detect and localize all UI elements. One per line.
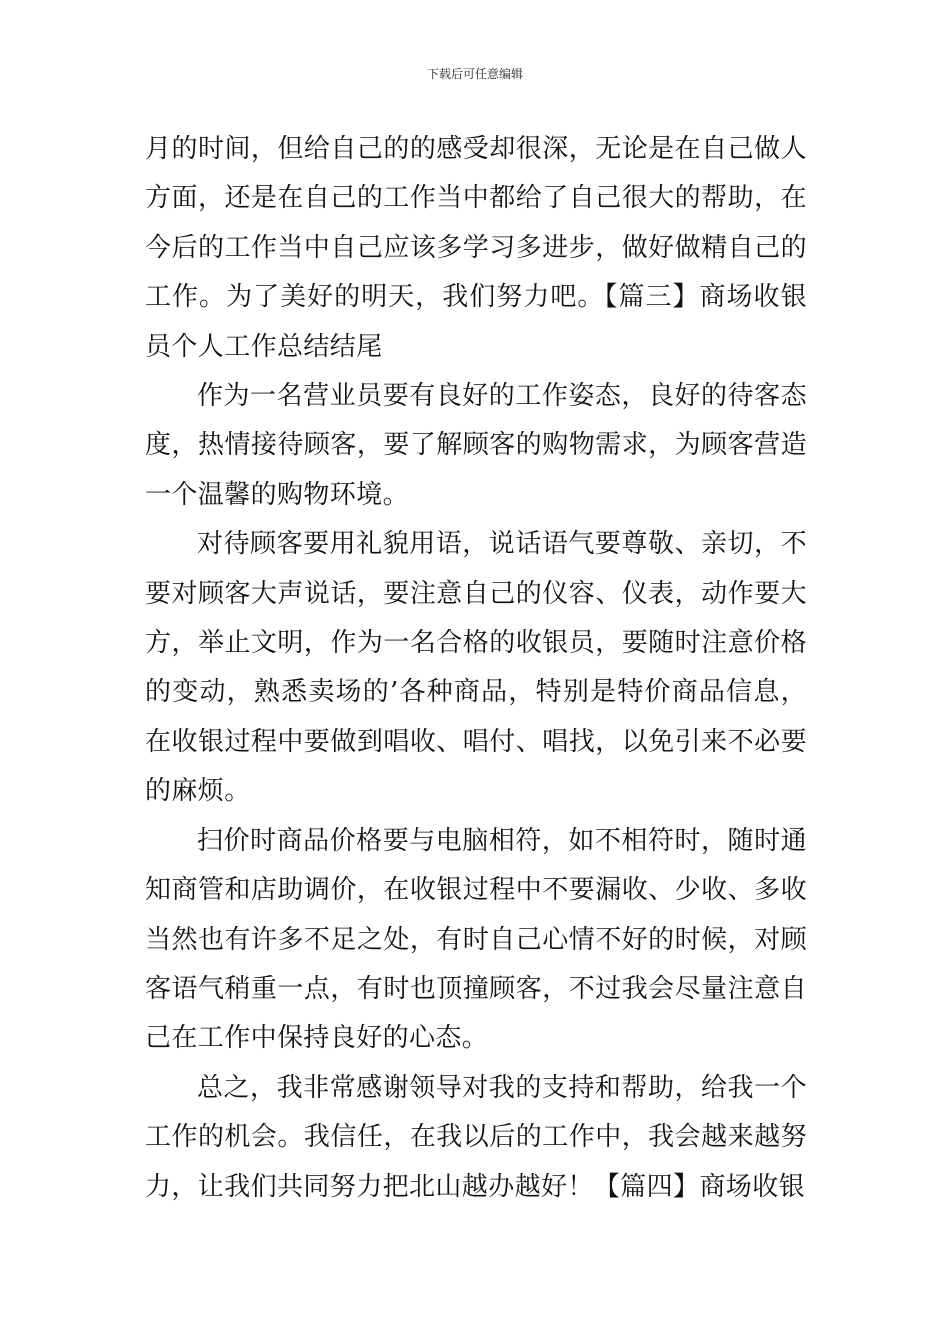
- page-header: 下载后可任意编辑: [426, 67, 523, 81]
- paragraph-5: 总之，我非常感谢领导对我的支持和帮助，给我一个工作的机会。我信任，在我以后的工作中，我会越来越努力，让我们共同努力把北山越办越好！【篇四】商场收银: [145, 1072, 807, 1202]
- paragraph-3: 对待顾客要用礼貌用语，说话语气要尊敬、亲切，不要对顾客大声说话，要注意自己的仪容、仪表，动作要大方，举止文明，作为一名合格的收银员，要随时注意价格的变动，熟悉卖场的’各种商品，特别是特价商品信息，在收银过程中要做到唱收、唱付、唱找，以免引来不必要的麻烦。: [145, 529, 807, 807]
- paragraph-4: 扫价时商品价格要与电脑相符，如不相符时，随时通知商管和店助调价，在收银过程中不要漏收、少收、多收当然也有许多不足之处，有时自己心情不好的时候，对顾客语气稍重一点，有时也顶撞顾客，不过我会尽量注意自己在工作中保持良好的心态。: [145, 825, 807, 1054]
- document-body: [145, 125, 807, 1212]
- paragraph-2: 作为一名营业员要有良好的工作姿态，良好的待客态度，热情接待顾客，要了解顾客的购物需求，为顾客营造一个温馨的购物环境。: [145, 381, 807, 510]
- paragraph-1: 月的时间，但给自己的的感受却很深，无论是在自己做人方面，还是在自己的工作当中都给了自己很大的帮助，在今后的工作当中自己应该多学习多进步，做好做精自己的工作。为了美好的明天，我们努力吧。【篇三】商场收银员个人工作总结结尾: [145, 134, 807, 362]
